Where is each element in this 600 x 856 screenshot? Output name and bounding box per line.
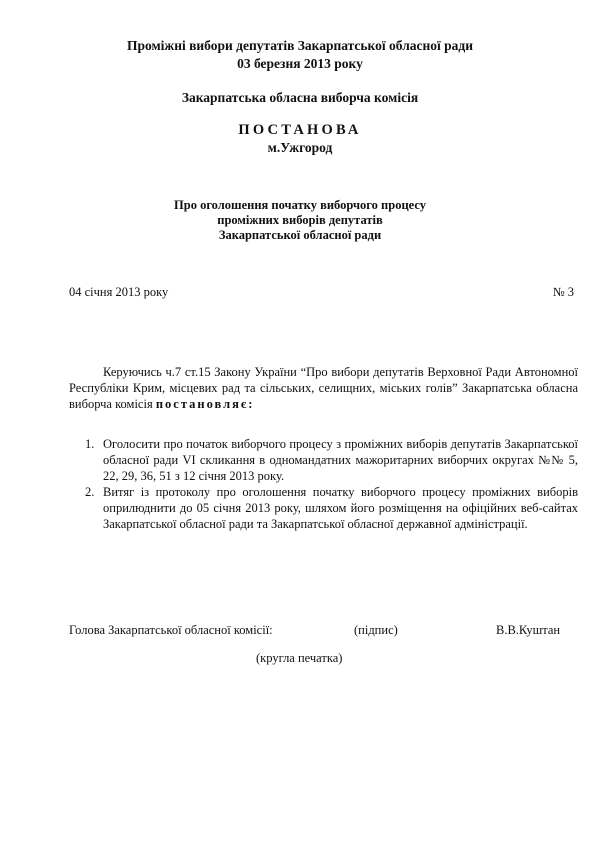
document-date: 04 січня 2013 року bbox=[69, 285, 169, 299]
subject-line-3: Закарпатської обласної ради bbox=[218, 228, 382, 242]
signatory-position: Голова Закарпатської обласної комісії: bbox=[69, 623, 273, 637]
commission-name: Закарпатська обласна виборча комісія bbox=[181, 90, 419, 105]
list-item bbox=[69, 436, 578, 484]
preamble-text: Керуючись ч.7 ст.15 Закону України “Про вибори депутатів Верховної Ради Автономної Республіки Крим, місцевих рад та сільських, селищних, міських голів” Закарпатська обласна виборча комісія bbox=[69, 365, 578, 411]
item-number: 1. bbox=[85, 437, 95, 451]
preamble bbox=[69, 364, 578, 412]
subject-line-2: проміжних виборів депутатів bbox=[217, 213, 383, 227]
list-item bbox=[69, 484, 578, 532]
subject-line-1: Про оголошення початку виборчого процесу bbox=[174, 198, 426, 212]
document-type: ПОСТАНОВА bbox=[238, 122, 362, 138]
document-number: № 3 bbox=[552, 285, 574, 299]
item-text: Оголосити про початок виборчого процесу з проміжних виборів депутатів Закарпатської обласної ради VI скликання в одномандатних мажоритарних виборчих округах №№ 5, 22, 29, 36, 51 з 12 січня 2013 року. bbox=[103, 437, 578, 483]
election-title: Проміжні вибори депутатів Закарпатської обласної ради bbox=[126, 38, 474, 53]
item-number: 2. bbox=[85, 485, 95, 499]
election-date: 03 березня 2013 року bbox=[237, 56, 363, 71]
resolves-word: постановляє bbox=[155, 397, 249, 411]
resolution-items bbox=[69, 436, 578, 532]
signatory-name: В.В.Куштан bbox=[496, 623, 561, 637]
signature-placeholder: (підпис) bbox=[354, 623, 398, 637]
city: м.Ужгород bbox=[267, 140, 333, 155]
item-text: Витяг із протоколу про оголошення початку виборчого процесу проміжних виборів оприлюднити до 05 січня 2013 року, шляхом його розміщення на офіційних веб-сайтах Закарпатської обласної ради та Закарпатської обласної державної адміністрації. bbox=[103, 485, 578, 531]
preamble-colon: : bbox=[248, 397, 253, 411]
stamp-placeholder: (кругла печатка) bbox=[256, 651, 343, 665]
